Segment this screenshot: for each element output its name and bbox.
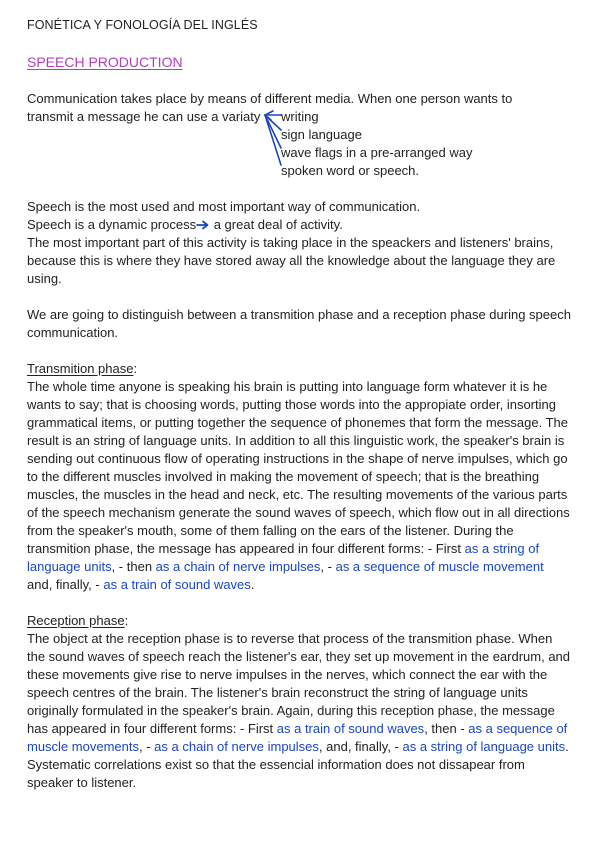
reception-form-1: as a train of sound waves — [276, 721, 425, 736]
transmition-heading: Transmition phase — [27, 361, 134, 376]
distinguish-paragraph: We are going to distinguish between a transmition phase and a reception phase during speech communication. — [27, 307, 571, 340]
media-item-writing: writing — [281, 109, 319, 124]
speech-line-3: The most important part of this activity is taking place in the speackers and listeners' brains, because this is where they have stored away all the knowledge about the language they are using. — [27, 235, 556, 286]
reception-colon: : — [124, 613, 129, 628]
speech-line-1: Speech is the most used and most important way of communication. — [27, 199, 421, 214]
reception-form-3: as a chain of nerve impulses — [154, 739, 319, 754]
reception-form-2: as a sequence of muscle movements — [27, 721, 568, 754]
reception-form-4: as a string of language units — [402, 739, 566, 754]
speech-line-2 — [27, 216, 572, 234]
media-block — [27, 108, 572, 178]
speech-line-2b: a great deal of activity. — [210, 217, 343, 232]
transmition-sep-3: and, finally, - — [27, 577, 104, 592]
reception-text: The object at the reception phase is to reverse that process of the transmition phase. When the sound waves of speech reach the listener's ear, they set up movement in the eardrum, and these movements give rise to nerve impulses in the nerves, which connect the ear with the speech centres of the brain. The listener's brain reconstruct the string of language units originally formulated in the speaker's brain. Again, during this reception phase, the message has appeared in four different forms: - First — [27, 631, 571, 736]
reception-heading: Reception phase — [27, 613, 125, 628]
transmition-paragraph — [27, 378, 572, 594]
intro-line-2: transmit a message he can use a variaty — [27, 109, 261, 124]
reception-sep-3: , and, finally, - — [318, 739, 403, 754]
right-arrow-icon — [196, 220, 210, 230]
speech-line-2a: Speech is a dynamic process — [27, 217, 197, 232]
transmition-colon: : — [133, 361, 138, 376]
document-body — [27, 90, 572, 792]
media-item-wave-flags: wave flags in a pre-arranged way — [281, 145, 473, 160]
transmition-form-2: as a chain of nerve impulses — [155, 559, 321, 574]
reception-paragraph — [27, 630, 572, 756]
transmition-form-4: as a train of sound waves — [103, 577, 251, 592]
reception-heading-line — [27, 612, 572, 630]
intro-line-1: Communication takes place by means of different media. When one person wants to — [27, 91, 513, 106]
reception-sep-1: , then - — [424, 721, 469, 736]
media-item-spoken-word: spoken word or speech. — [281, 163, 420, 178]
transmition-sep-2: , - — [320, 559, 336, 574]
transmition-text: The whole time anyone is speaking his brain is putting into language form whatever it is he wants to say; that is choosing words, putting those words into the appropiate order, insorting grammatical items, or putting together the sequence of phonemes that form the message. The result is an string of language units. In addition to all this linguistic work, the speaker's brain is sending out continuous flow of operating instructions in the shape of nerve impulses, which go to the different muscles involved in making the movement of speech; that is the breathing muscles, the muscles in the head and neck, etc. The resulting movements of the various parts of the speech mechanism generate the sound waves of speech, which flow out in all directions from the speaker's mouth, some of them falling on the ears of the listener. During the transmition phase, the message has appeared in four different forms: - First — [27, 379, 570, 556]
media-item-sign-language: sign language — [281, 127, 362, 142]
reception-end: . — [565, 739, 569, 754]
final-paragraph: Systematic correlations exist so that the essencial information does not dissapear from speaker to listener. — [27, 757, 525, 790]
page-title: SPEECH PRODUCTION — [27, 54, 183, 70]
transmition-form-1: as a string of language units — [27, 541, 540, 574]
media-list — [281, 108, 473, 180]
transmition-end: . — [250, 577, 255, 592]
course-header: FONÉTICA Y FONOLOGÍA DEL INGLÉS — [27, 18, 258, 32]
transmition-form-3: as a sequence of muscle movement — [335, 559, 544, 574]
reception-sep-2: , - — [138, 739, 155, 754]
transmition-heading-line — [27, 360, 572, 378]
transmition-sep-1: , - then — [111, 559, 156, 574]
